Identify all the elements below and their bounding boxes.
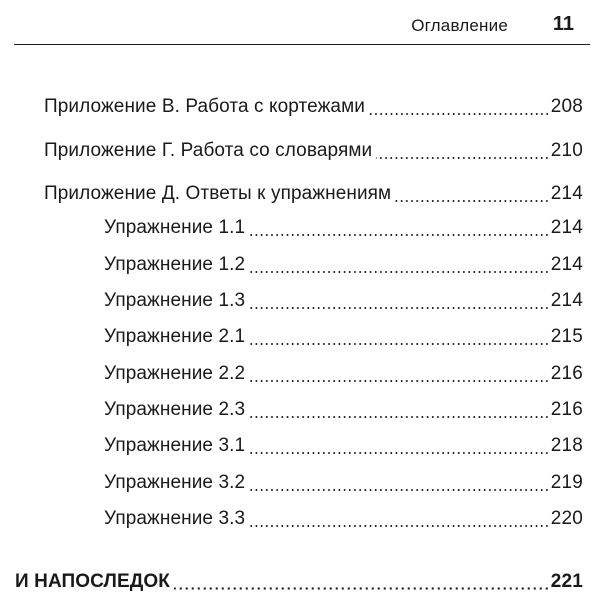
toc-entry-label: Приложение В. Работа с кортежами [44, 96, 365, 117]
toc-entry-page: 214 [550, 254, 583, 275]
dot-leader [249, 438, 550, 458]
toc-entry-page: 219 [550, 472, 583, 493]
running-header-title: Оглавление [411, 16, 508, 35]
dot-leader [249, 293, 550, 313]
toc-entry-label: Упражнение 2.1 [104, 326, 246, 347]
toc-entry-label: Упражнение 1.3 [104, 290, 246, 311]
toc-entry-page: 214 [550, 183, 583, 204]
toc-entry-page: 218 [550, 435, 583, 456]
toc-entry-page: 210 [550, 140, 583, 161]
toc-entry-exercise-3-3[interactable] [104, 507, 583, 531]
dot-leader [249, 329, 550, 349]
toc-entry-appendix-v[interactable] [44, 95, 583, 119]
toc-entry-page: 216 [550, 399, 583, 420]
toc-entry-page: 216 [550, 363, 583, 384]
toc-entry-page: 220 [550, 508, 583, 529]
dot-leader [395, 186, 549, 206]
toc-entry-label: Упражнение 2.3 [104, 399, 246, 420]
toc-entry-page: 208 [550, 96, 583, 117]
toc-entry-label: Упражнение 3.2 [104, 472, 246, 493]
toc-entry-appendix-d[interactable] [44, 182, 583, 206]
toc-entry-label: Упражнение 1.2 [104, 254, 246, 275]
toc-entry-page: 214 [550, 217, 583, 238]
toc-entry-exercise-2-3[interactable] [104, 398, 583, 422]
toc-entry-label: Упражнение 3.1 [104, 435, 246, 456]
dot-leader [249, 366, 550, 386]
toc-entry-exercise-2-2[interactable] [104, 362, 583, 386]
dot-leader [249, 220, 550, 240]
toc-entry-exercise-3-1[interactable] [104, 434, 583, 458]
toc-entry-appendix-g[interactable] [44, 139, 583, 163]
toc-entry-exercise-1-2[interactable] [104, 253, 583, 277]
toc-entry-label: Упражнение 2.2 [104, 363, 246, 384]
dot-leader [174, 574, 550, 594]
toc-entry-final-chapter[interactable] [15, 570, 583, 594]
toc-entry-label: Упражнение 3.3 [104, 508, 246, 529]
toc-entry-page: 214 [550, 290, 583, 311]
toc-entry-exercise-3-2[interactable] [104, 471, 583, 495]
toc-entry-exercise-2-1[interactable] [104, 325, 583, 349]
toc-entry-exercise-1-1[interactable] [104, 216, 583, 240]
toc-entry-page: 215 [550, 326, 583, 347]
toc-entry-label: И НАПОСЛЕДОК [15, 571, 170, 592]
toc-entry-label: Приложение Г. Работа со словарями [44, 140, 373, 161]
dot-leader [249, 402, 550, 422]
dot-leader [376, 143, 549, 163]
toc-entry-label: Приложение Д. Ответы к упражнениям [44, 183, 392, 204]
dot-leader [249, 475, 550, 495]
dot-leader [369, 99, 550, 119]
toc-entry-exercise-1-3[interactable] [104, 289, 583, 313]
dot-leader [249, 257, 550, 277]
page-number: 11 [552, 13, 574, 35]
page-header [14, 0, 590, 45]
toc-entry-label: Упражнение 1.1 [104, 217, 246, 238]
toc-entry-page: 221 [550, 571, 583, 592]
dot-leader [249, 511, 550, 531]
